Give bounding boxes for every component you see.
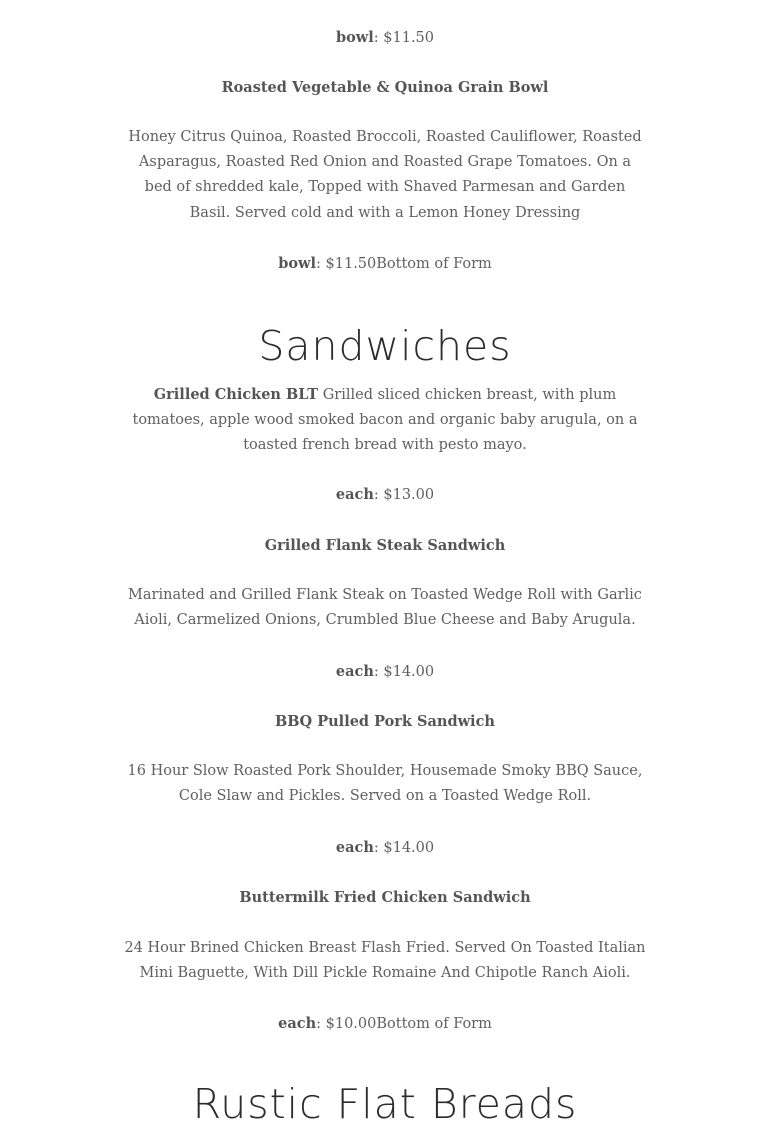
item-price-fried-chicken xyxy=(0,1011,770,1037)
price-value: : $11.50 xyxy=(373,30,435,46)
price-value: : $11.50Bottom of Form xyxy=(316,256,492,272)
item-description-bbq-pork: 16 Hour Slow Roasted Pork Shoulder, Housemade Smoky BBQ Sauce, Cole Slaw and Pickles. Served on a Toasted Wedge Roll. xyxy=(127,763,643,805)
price-value: : $14.00 xyxy=(373,664,435,680)
item-description-fried-chicken: 24 Hour Brined Chicken Breast Flash Fried. Served On Toasted Italian Mini Baguette, With Dill Pickle Romaine And Chipotle Ranch Aioli. xyxy=(124,940,646,982)
item-price-bbq-pork xyxy=(0,835,770,861)
price-label: bowl xyxy=(335,29,374,46)
item-name-flank-steak: Grilled Flank Steak Sandwich xyxy=(264,537,506,554)
item-description-flank-steak: Marinated and Grilled Flank Steak on Toasted Wedge Roll with Garlic Aioli, Carmelized Onions, Crumbled Blue Cheese and Baby Arugula. xyxy=(128,587,642,629)
item-description-chicken-blt xyxy=(125,382,645,459)
price-label: each xyxy=(335,663,374,680)
item-name-bbq-pork: BBQ Pulled Pork Sandwich xyxy=(275,713,495,730)
price-label: each xyxy=(335,839,374,856)
section-heading-sandwiches: Sandwiches xyxy=(258,322,512,370)
price-value: : $14.00 xyxy=(373,840,435,856)
item-price-flank-steak xyxy=(0,659,770,685)
price-value: : $10.00Bottom of Form xyxy=(316,1016,492,1032)
item-price-chicken-blt xyxy=(0,482,770,508)
item-description-text: Grilled sliced chicken breast, with plum tomatoes, apple wood smoked bacon and organic baby arugula, on a toasted french bread with pesto mayo. xyxy=(132,387,638,454)
price-label: each xyxy=(335,486,374,503)
price-value: : $13.00 xyxy=(373,487,435,503)
price-label: each xyxy=(278,1015,317,1032)
bowl-top-price xyxy=(0,25,770,51)
price-label: bowl xyxy=(278,255,317,272)
section-heading-flat-breads: Rustic Flat Breads xyxy=(192,1080,578,1128)
item-name-chicken-blt: Grilled Chicken BLT xyxy=(153,386,319,403)
item-name-fried-chicken: Buttermilk Fried Chicken Sandwich xyxy=(239,889,531,906)
item-description-quinoa-bowl: Honey Citrus Quinoa, Roasted Broccoli, Roasted Cauliflower, Roasted Asparagus, Roasted Red Onion and Roasted Grape Tomatoes. On a bed of shredded kale, Topped with Shaved Parmesan and Garden Basil. Served cold and with a Lemon Honey Dressing xyxy=(128,129,642,221)
item-price-quinoa-bowl xyxy=(0,251,770,277)
item-name-quinoa-bowl: Roasted Vegetable & Quinoa Grain Bowl xyxy=(221,79,549,96)
